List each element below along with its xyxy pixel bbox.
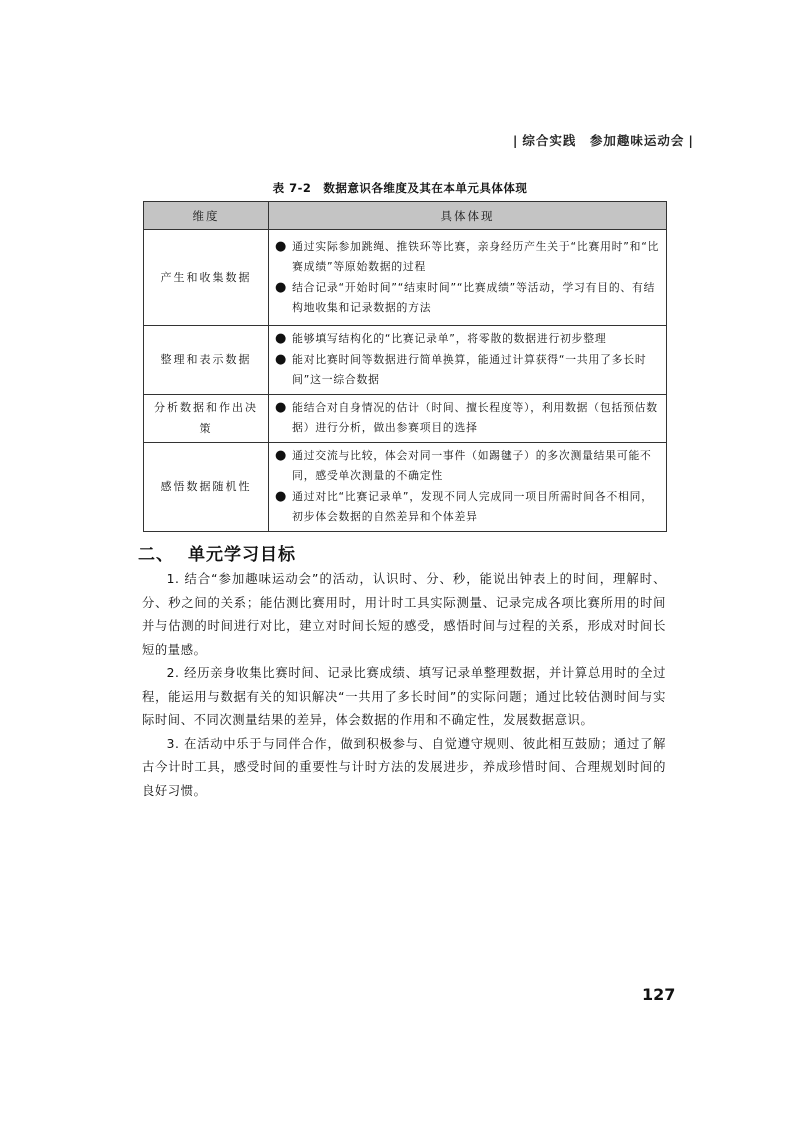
- bullet-item: [275, 329, 660, 350]
- bullet-icon: ●: [275, 351, 288, 367]
- learning-objectives: [142, 568, 666, 803]
- bullet-text: 通过实际参加跳绳、推铁环等比赛，亲身经历产生关于“比赛用时”和“比赛成绩”等原始数据的过程: [292, 239, 660, 273]
- table-row: [144, 442, 667, 531]
- bullet-item: [275, 446, 660, 487]
- dimension-cell: 感悟数据随机性: [144, 442, 269, 531]
- section-number: 二、: [138, 545, 174, 565]
- bullet-item: [275, 398, 660, 439]
- bullet-item: [275, 237, 660, 278]
- section-title: 单元学习目标: [188, 545, 296, 565]
- header-left-bar: |: [512, 133, 519, 148]
- bullet-icon: ●: [275, 331, 288, 346]
- bullet-icon: ●: [275, 238, 288, 254]
- header-title: 综合实践 参加趣味运动会: [522, 133, 685, 148]
- bullet-text: 结合记录“开始时间”“结束时间”“比赛成绩”等活动，学习有目的、有结构地收集和记录数据的方法: [292, 280, 656, 314]
- paragraph: 1. 结合“参加趣味运动会”的活动，认识时、分、秒，能说出钟表上的时间，理解时、分、秒之间的关系；能估测比赛用时，用计时工具实际测量、记录完成各项比赛所用的时间并与估测的时间进行对比，建立对时间长短的感受，感悟时间与过程的关系，形成对时间长短的量感。: [142, 572, 666, 657]
- page-number: 127: [642, 985, 676, 1004]
- bullet-item: [275, 487, 660, 528]
- table-row: [144, 326, 667, 395]
- bullet-item: [275, 278, 660, 319]
- dimension-cell: 产生和收集数据: [144, 230, 269, 326]
- bullet-icon: ●: [275, 447, 288, 463]
- header-right-bar: |: [688, 133, 694, 148]
- column-header-manifestation: 具体体现: [269, 202, 667, 230]
- bullet-item: [275, 350, 660, 391]
- manifestation-cell: [269, 230, 667, 326]
- dimension-cell: 整理和表示数据: [144, 326, 269, 395]
- section-heading: [138, 540, 296, 565]
- paragraph: 2. 经历亲身收集比赛时间、记录比赛成绩、填写记录单整理数据，并计算总用时的全过程，能运用与数据有关的知识解决“一共用了多长时间”的实际问题；通过比较估测时间与实际时间、不同次测量结果的差异，体会数据的作用和不确定性，发展数据意识。: [142, 666, 666, 727]
- paragraph: 3. 在活动中乐于与同伴合作，做到积极参与、自觉遵守规则、彼此相互鼓励；通过了解古今计时工具，感受时间的重要性与计时方法的发展进步，养成珍惜时间、合理规划时间的良好习惯。: [142, 736, 666, 798]
- bullet-icon: ●: [275, 279, 288, 295]
- bullet-text: 能对比赛时间等数据进行简单换算，能通过计算获得“一共用了多长时间”这一综合数据: [292, 352, 647, 386]
- column-header-dimension: 维度: [144, 202, 269, 230]
- table-header-row: [144, 202, 667, 230]
- table-row: [144, 394, 667, 442]
- bullet-icon: ●: [275, 488, 288, 504]
- data-awareness-table: [143, 201, 667, 532]
- manifestation-cell: [269, 394, 667, 442]
- bullet-text: 通过交流与比较，体会对同一事件（如踢毽子）的多次测量结果可能不同，感受单次测量的不确定性: [292, 448, 652, 482]
- table-caption: 表 7-2 数据意识各维度及其在本单元具体体现: [272, 181, 528, 195]
- manifestation-cell: [269, 326, 667, 395]
- bullet-text: 通过对比“比赛记录单”，发现不同人完成同一项目所需时间各不相同，初步体会数据的自然差异和个体差异: [292, 489, 653, 523]
- bullet-text: 能够填写结构化的“比赛记录单”，将零散的数据进行初步整理: [292, 332, 607, 345]
- bullet-text: 能结合对自身情况的估计（时间、擅长程度等），利用数据（包括预估数据）进行分析，做出参赛项目的选择: [292, 400, 658, 434]
- running-header: [509, 131, 698, 149]
- manifestation-cell: [269, 442, 667, 531]
- bullet-icon: ●: [275, 399, 288, 415]
- table-row: [144, 230, 667, 326]
- dimension-cell: 分析数据和作出决策: [144, 394, 269, 442]
